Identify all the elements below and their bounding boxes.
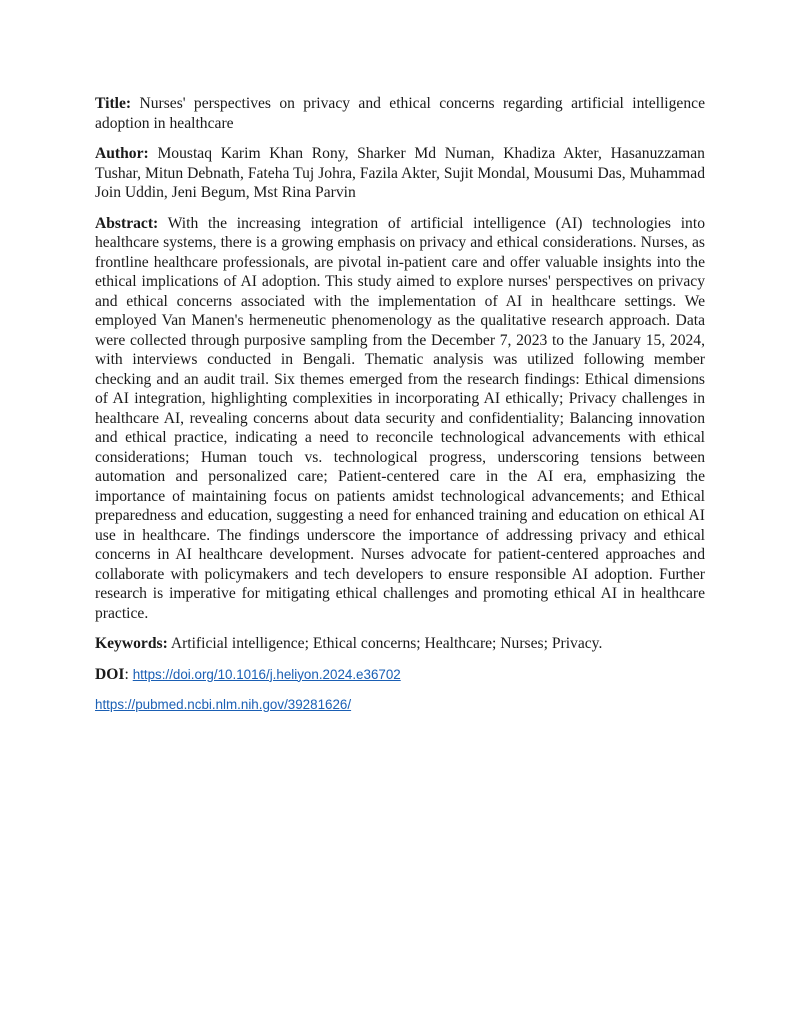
doi-line [95,665,705,685]
doi-separator: : [124,665,129,683]
author-paragraph [95,144,705,203]
abstract-text: With the increasing integration of artificial intelligence (AI) technologies into healthcare systems, there is a growing emphasis on privacy and ethical considerations. Nurses, as frontline healthcare professionals, are pivotal in-patient care and offer valuable insights into the ethical implications of AI adoption. This study aimed to explore nurses' perspectives on privacy and ethical concerns associated with the implementation of AI in healthcare settings. We employed Van Manen's hermeneutic phenomenology as the qualitative research approach. Data were collected through purposive sampling from the December 7, 2023 to the January 15, 2024, with interviews conducted in Bengali. Thematic analysis was utilized following member checking and an audit trail. Six themes emerged from the research findings: Ethical dimensions of AI integration, highlighting complexities in incorporating AI ethically; Privacy challenges in healthcare AI, revealing concerns about data security and confidentiality; Balancing innovation and ethical practice, indicating a need to reconcile technological advancements with ethical considerations; Human touch vs. technological progress, underscoring tensions between automation and personalized care; Patient-centered care in the AI era, emphasizing the importance of maintaining focus on patients amidst technological advancements; and Ethical preparedness and education, suggesting a need for enhanced training and education on ethical AI use in healthcare. The findings underscore the importance of addressing privacy and ethical concerns in AI healthcare development. Nurses advocate for patient-centered approaches and collaborate with policymakers and tech developers to ensure responsible AI adoption. Further research is imperative for mitigating ethical challenges and promoting ethical AI in healthcare practice. [95,214,705,622]
keywords-paragraph [95,634,705,654]
author-text: Moustaq Karim Khan Rony, Sharker Md Numan, Khadiza Akter, Hasanuzzaman Tushar, Mitun Debnath, Fateha Tuj Johra, Fazila Akter, Sujit Mondal, Mousumi Das, Muhammad Join Uddin, Jeni Begum, Mst Rina Parvin [95,145,705,201]
title-label: Title: [95,95,132,112]
pubmed-link[interactable]: https://pubmed.ncbi.nlm.nih.gov/39281626/ [95,697,352,712]
author-label: Author: [95,145,149,162]
keywords-text: Artificial intelligence; Ethical concerns; Healthcare; Nurses; Privacy. [170,635,603,652]
doi-label: DOI [95,665,125,683]
abstract-paragraph [95,214,705,624]
abstract-label: Abstract: [95,214,159,232]
title-paragraph [95,94,705,133]
title-text: Nurses' perspectives on privacy and ethical concerns regarding artificial intelligence adoption in healthcare [95,95,705,132]
keywords-label: Keywords: [95,635,168,652]
doi-link[interactable]: https://doi.org/10.1016/j.heliyon.2024.e36702 [132,666,401,682]
pubmed-line [95,695,705,715]
document-page [95,94,705,726]
